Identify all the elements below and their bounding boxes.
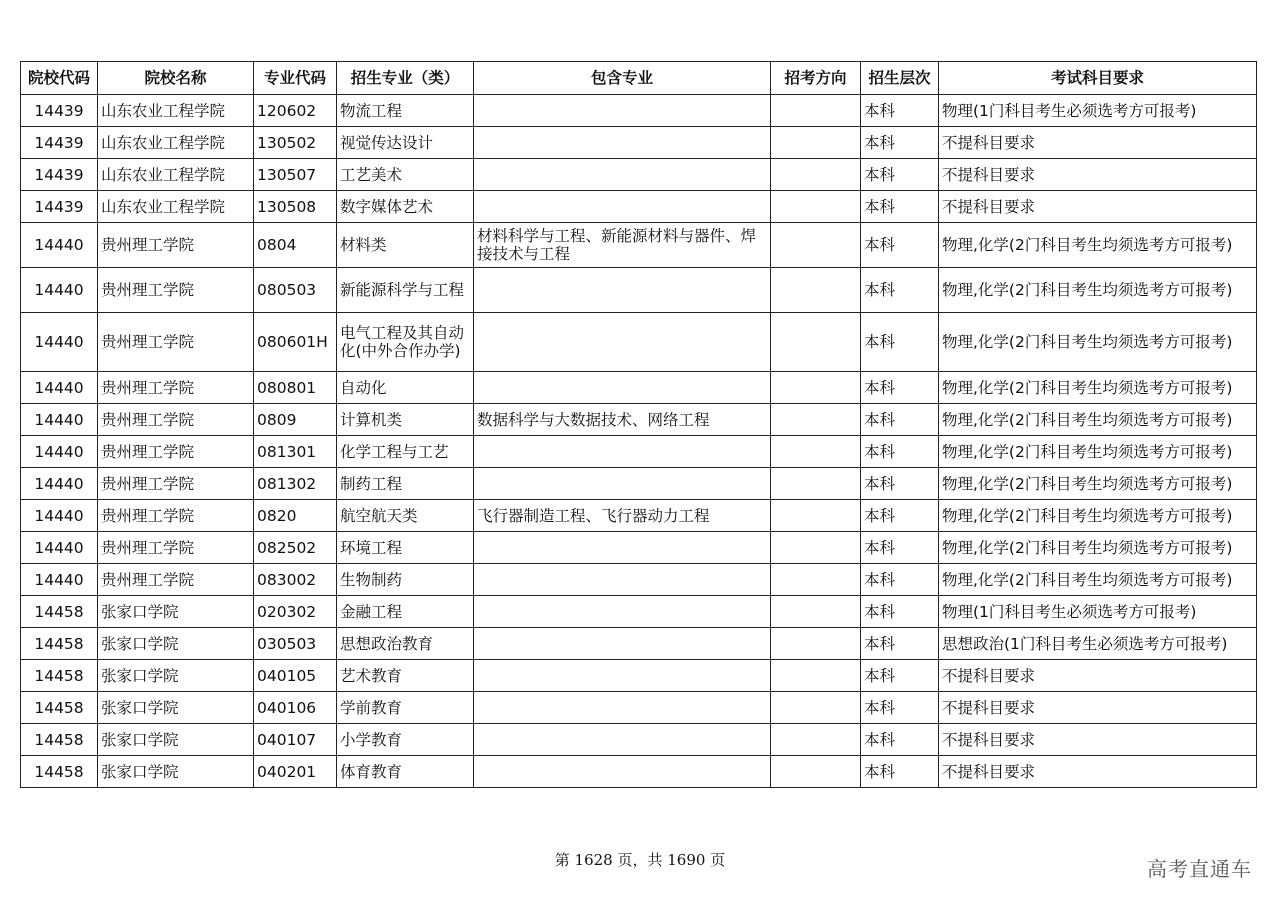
cell-major: 生物制药 xyxy=(337,564,474,596)
cell-major: 环境工程 xyxy=(337,532,474,564)
cell-school-code: 14440 xyxy=(21,372,98,404)
cell-school-code: 14440 xyxy=(21,500,98,532)
header-major: 招生专业（类） xyxy=(337,62,474,95)
cell-level: 本科 xyxy=(861,500,939,532)
cell-subjects: 思想政治(1门科目考生必须选考方可报考) xyxy=(939,628,1257,660)
cell-major: 化学工程与工艺 xyxy=(337,436,474,468)
cell-subjects: 物理,化学(2门科目考生均须选考方可报考) xyxy=(939,313,1257,372)
table-row xyxy=(21,223,1257,268)
cell-direction xyxy=(771,564,861,596)
cell-school-name: 贵州理工学院 xyxy=(98,500,254,532)
cell-direction xyxy=(771,95,861,127)
cell-major: 艺术教育 xyxy=(337,660,474,692)
cell-major-code: 0804 xyxy=(254,223,337,268)
cell-major: 思想政治教育 xyxy=(337,628,474,660)
cell-direction xyxy=(771,532,861,564)
cell-major-code: 083002 xyxy=(254,564,337,596)
cell-includes xyxy=(474,564,771,596)
cell-level: 本科 xyxy=(861,127,939,159)
admissions-table xyxy=(20,61,1257,788)
cell-level: 本科 xyxy=(861,436,939,468)
cell-school-code: 14439 xyxy=(21,159,98,191)
cell-subjects: 不提科目要求 xyxy=(939,191,1257,223)
table-row xyxy=(21,468,1257,500)
cell-subjects: 物理,化学(2门科目考生均须选考方可报考) xyxy=(939,404,1257,436)
cell-school-code: 14440 xyxy=(21,313,98,372)
cell-school-name: 张家口学院 xyxy=(98,628,254,660)
cell-major: 学前教育 xyxy=(337,692,474,724)
cell-direction xyxy=(771,628,861,660)
cell-school-code: 14440 xyxy=(21,468,98,500)
cell-direction xyxy=(771,223,861,268)
cell-school-name: 贵州理工学院 xyxy=(98,468,254,500)
cell-includes xyxy=(474,313,771,372)
cell-direction xyxy=(771,127,861,159)
cell-school-name: 山东农业工程学院 xyxy=(98,127,254,159)
table-row xyxy=(21,724,1257,756)
cell-subjects: 物理,化学(2门科目考生均须选考方可报考) xyxy=(939,372,1257,404)
cell-school-name: 贵州理工学院 xyxy=(98,268,254,313)
cell-includes xyxy=(474,95,771,127)
cell-level: 本科 xyxy=(861,223,939,268)
cell-level: 本科 xyxy=(861,313,939,372)
cell-includes xyxy=(474,724,771,756)
header-school-code: 院校代码 xyxy=(21,62,98,95)
cell-direction xyxy=(771,404,861,436)
cell-school-name: 山东农业工程学院 xyxy=(98,95,254,127)
cell-major-code: 040106 xyxy=(254,692,337,724)
table-row xyxy=(21,372,1257,404)
table-row xyxy=(21,756,1257,788)
cell-direction xyxy=(771,313,861,372)
cell-level: 本科 xyxy=(861,268,939,313)
cell-major: 物流工程 xyxy=(337,95,474,127)
cell-major: 自动化 xyxy=(337,372,474,404)
cell-level: 本科 xyxy=(861,596,939,628)
cell-subjects: 物理,化学(2门科目考生均须选考方可报考) xyxy=(939,468,1257,500)
cell-major-code: 080503 xyxy=(254,268,337,313)
cell-major-code: 040105 xyxy=(254,660,337,692)
cell-major: 航空航天类 xyxy=(337,500,474,532)
cell-includes xyxy=(474,532,771,564)
watermark-logo: 高考直通车 xyxy=(1147,857,1252,881)
cell-major-code: 080801 xyxy=(254,372,337,404)
cell-major: 制药工程 xyxy=(337,468,474,500)
cell-includes xyxy=(474,596,771,628)
cell-direction xyxy=(771,159,861,191)
cell-level: 本科 xyxy=(861,660,939,692)
cell-school-name: 贵州理工学院 xyxy=(98,313,254,372)
cell-major: 材料类 xyxy=(337,223,474,268)
cell-level: 本科 xyxy=(861,628,939,660)
table-row xyxy=(21,660,1257,692)
table-row xyxy=(21,95,1257,127)
cell-subjects: 物理,化学(2门科目考生均须选考方可报考) xyxy=(939,268,1257,313)
cell-includes xyxy=(474,159,771,191)
cell-subjects: 不提科目要求 xyxy=(939,660,1257,692)
cell-major-code: 040201 xyxy=(254,756,337,788)
cell-school-code: 14458 xyxy=(21,628,98,660)
cell-subjects: 物理(1门科目考生必须选考方可报考) xyxy=(939,596,1257,628)
cell-major-code: 120602 xyxy=(254,95,337,127)
cell-school-name: 张家口学院 xyxy=(98,756,254,788)
cell-school-code: 14440 xyxy=(21,404,98,436)
header-major-code: 专业代码 xyxy=(254,62,337,95)
cell-major-code: 030503 xyxy=(254,628,337,660)
cell-subjects: 不提科目要求 xyxy=(939,127,1257,159)
cell-includes: 数据科学与大数据技术、网络工程 xyxy=(474,404,771,436)
cell-school-code: 14440 xyxy=(21,268,98,313)
header-includes: 包含专业 xyxy=(474,62,771,95)
cell-major: 工艺美术 xyxy=(337,159,474,191)
cell-school-code: 14458 xyxy=(21,596,98,628)
table-row xyxy=(21,628,1257,660)
cell-subjects: 物理(1门科目考生必须选考方可报考) xyxy=(939,95,1257,127)
cell-school-name: 贵州理工学院 xyxy=(98,372,254,404)
cell-major: 数字媒体艺术 xyxy=(337,191,474,223)
cell-direction xyxy=(771,724,861,756)
cell-school-name: 张家口学院 xyxy=(98,692,254,724)
cell-includes xyxy=(474,127,771,159)
cell-school-code: 14458 xyxy=(21,660,98,692)
cell-school-code: 14439 xyxy=(21,95,98,127)
cell-school-name: 张家口学院 xyxy=(98,660,254,692)
table-row xyxy=(21,532,1257,564)
cell-major: 电气工程及其自动化(中外合作办学) xyxy=(337,313,474,372)
cell-major-code: 081301 xyxy=(254,436,337,468)
cell-level: 本科 xyxy=(861,692,939,724)
cell-school-code: 14440 xyxy=(21,436,98,468)
cell-includes xyxy=(474,756,771,788)
cell-major-code: 020302 xyxy=(254,596,337,628)
cell-major-code: 130508 xyxy=(254,191,337,223)
table-row xyxy=(21,692,1257,724)
cell-school-code: 14458 xyxy=(21,724,98,756)
cell-major-code: 081302 xyxy=(254,468,337,500)
header-direction: 招考方向 xyxy=(771,62,861,95)
cell-school-name: 贵州理工学院 xyxy=(98,532,254,564)
header-school-name: 院校名称 xyxy=(98,62,254,95)
table-row xyxy=(21,191,1257,223)
cell-level: 本科 xyxy=(861,724,939,756)
cell-direction xyxy=(771,372,861,404)
cell-includes xyxy=(474,268,771,313)
cell-school-name: 山东农业工程学院 xyxy=(98,159,254,191)
header-subjects: 考试科目要求 xyxy=(939,62,1257,95)
cell-subjects: 物理,化学(2门科目考生均须选考方可报考) xyxy=(939,532,1257,564)
table-row xyxy=(21,436,1257,468)
cell-school-code: 14458 xyxy=(21,756,98,788)
cell-school-name: 张家口学院 xyxy=(98,724,254,756)
cell-major-code: 040107 xyxy=(254,724,337,756)
cell-school-code: 14439 xyxy=(21,191,98,223)
cell-level: 本科 xyxy=(861,372,939,404)
cell-direction xyxy=(771,596,861,628)
cell-school-name: 贵州理工学院 xyxy=(98,223,254,268)
cell-school-name: 山东农业工程学院 xyxy=(98,191,254,223)
cell-subjects: 物理,化学(2门科目考生均须选考方可报考) xyxy=(939,223,1257,268)
cell-level: 本科 xyxy=(861,191,939,223)
cell-subjects: 物理,化学(2门科目考生均须选考方可报考) xyxy=(939,500,1257,532)
cell-major: 计算机类 xyxy=(337,404,474,436)
cell-includes xyxy=(474,692,771,724)
cell-includes xyxy=(474,191,771,223)
table-row xyxy=(21,159,1257,191)
table-row xyxy=(21,127,1257,159)
cell-direction xyxy=(771,268,861,313)
cell-major-code: 130502 xyxy=(254,127,337,159)
table-row xyxy=(21,404,1257,436)
cell-major-code: 082502 xyxy=(254,532,337,564)
cell-direction xyxy=(771,500,861,532)
table-row xyxy=(21,268,1257,313)
cell-subjects: 物理,化学(2门科目考生均须选考方可报考) xyxy=(939,436,1257,468)
cell-direction xyxy=(771,756,861,788)
cell-school-name: 张家口学院 xyxy=(98,596,254,628)
cell-major: 金融工程 xyxy=(337,596,474,628)
cell-subjects: 不提科目要求 xyxy=(939,159,1257,191)
cell-major-code: 0820 xyxy=(254,500,337,532)
cell-direction xyxy=(771,692,861,724)
cell-major: 新能源科学与工程 xyxy=(337,268,474,313)
cell-school-name: 贵州理工学院 xyxy=(98,564,254,596)
cell-major: 体育教育 xyxy=(337,756,474,788)
table-row xyxy=(21,313,1257,372)
cell-level: 本科 xyxy=(861,756,939,788)
cell-includes xyxy=(474,660,771,692)
cell-includes xyxy=(474,628,771,660)
table-row xyxy=(21,596,1257,628)
cell-school-code: 14440 xyxy=(21,532,98,564)
cell-level: 本科 xyxy=(861,95,939,127)
cell-includes: 材料科学与工程、新能源材料与器件、焊接技术与工程 xyxy=(474,223,771,268)
cell-school-code: 14439 xyxy=(21,127,98,159)
cell-school-name: 贵州理工学院 xyxy=(98,404,254,436)
cell-major: 小学教育 xyxy=(337,724,474,756)
header-level: 招生层次 xyxy=(861,62,939,95)
cell-level: 本科 xyxy=(861,404,939,436)
cell-major: 视觉传达设计 xyxy=(337,127,474,159)
cell-level: 本科 xyxy=(861,564,939,596)
cell-school-name: 贵州理工学院 xyxy=(98,436,254,468)
cell-includes xyxy=(474,436,771,468)
cell-level: 本科 xyxy=(861,468,939,500)
cell-direction xyxy=(771,436,861,468)
cell-subjects: 物理,化学(2门科目考生均须选考方可报考) xyxy=(939,564,1257,596)
cell-direction xyxy=(771,191,861,223)
page-number: 第 1628 页，共 1690 页 xyxy=(554,851,726,869)
cell-major-code: 080601H xyxy=(254,313,337,372)
cell-includes xyxy=(474,468,771,500)
cell-school-code: 14458 xyxy=(21,692,98,724)
table-header-row xyxy=(21,62,1257,95)
cell-school-code: 14440 xyxy=(21,564,98,596)
cell-direction xyxy=(771,660,861,692)
table-row xyxy=(21,500,1257,532)
cell-subjects: 不提科目要求 xyxy=(939,692,1257,724)
cell-direction xyxy=(771,468,861,500)
cell-major-code: 130507 xyxy=(254,159,337,191)
cell-level: 本科 xyxy=(861,532,939,564)
cell-level: 本科 xyxy=(861,159,939,191)
cell-includes: 飞行器制造工程、飞行器动力工程 xyxy=(474,500,771,532)
cell-includes xyxy=(474,372,771,404)
cell-major-code: 0809 xyxy=(254,404,337,436)
cell-school-code: 14440 xyxy=(21,223,98,268)
cell-subjects: 不提科目要求 xyxy=(939,724,1257,756)
table-row xyxy=(21,564,1257,596)
cell-subjects: 不提科目要求 xyxy=(939,756,1257,788)
